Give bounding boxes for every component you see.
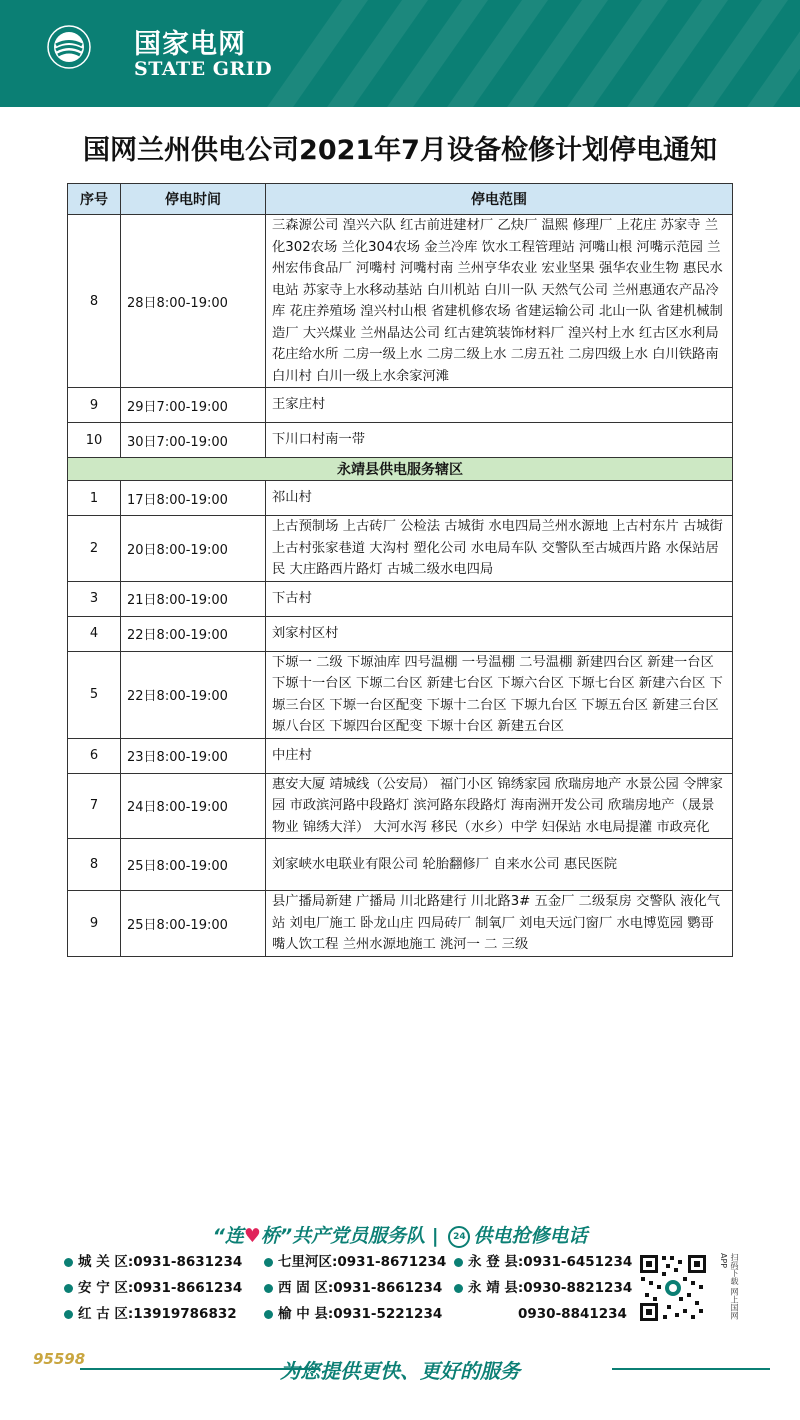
table-row xyxy=(68,388,733,423)
brand-name-cn: 国家电网 xyxy=(134,29,246,60)
table-row xyxy=(68,215,733,388)
hotline-list xyxy=(64,1253,633,1324)
table-row xyxy=(68,481,733,516)
seq-cell: 5 xyxy=(68,651,121,738)
bullet-icon xyxy=(264,1258,273,1267)
hotline-item xyxy=(454,1253,644,1272)
district-label: 红 古 区 xyxy=(78,1306,128,1322)
bullet-icon xyxy=(264,1284,273,1293)
time-cell: 23日8:00-19:00 xyxy=(121,738,266,773)
seq-cell: 9 xyxy=(68,388,121,423)
bullet-icon xyxy=(264,1310,273,1319)
table-header-row xyxy=(68,184,733,215)
seq-cell: 2 xyxy=(68,516,121,582)
heart-icon: ♥ xyxy=(243,1225,261,1247)
bullet-icon xyxy=(64,1258,73,1267)
time-cell: 22日8:00-19:00 xyxy=(121,651,266,738)
hotline-item xyxy=(454,1305,644,1324)
area-cell: 下古村 xyxy=(266,581,733,616)
time-cell: 29日7:00-19:00 xyxy=(121,388,266,423)
table-row xyxy=(68,516,733,582)
table-row xyxy=(68,616,733,651)
area-cell: 县广播局新建 广播局 川北路建行 川北路3# 五金厂 二级泵房 交警队 液化气站 刘电厂施工 卧龙山庄 四局砖厂 制氧厂 刘电天远门窗厂 水电博览园 鹦哥嘴人饮工程 兰州水源地施工 洮河一 二 三级 xyxy=(266,891,733,957)
service-slogan xyxy=(0,1221,800,1248)
slogan-divider: | xyxy=(431,1225,439,1247)
column-header-area: 停电范围 xyxy=(266,184,733,215)
seq-cell: 9 xyxy=(68,891,121,957)
district-label: 城 关 区 xyxy=(78,1254,128,1270)
seq-cell: 7 xyxy=(68,773,121,839)
time-cell: 25日8:00-19:00 xyxy=(121,839,266,891)
24-hour-badge-icon: 24 xyxy=(448,1226,470,1248)
seq-cell: 8 xyxy=(68,839,121,891)
area-cell: 祁山村 xyxy=(266,481,733,516)
section-title: 永靖县供电服务辖区 xyxy=(68,458,733,481)
brand-name-en: STATE GRID xyxy=(134,58,273,80)
bottom-slogan: 为您提供更快、更好的服务 xyxy=(280,1359,520,1383)
district-label: 榆 中 县 xyxy=(278,1306,328,1322)
slogan-part-1: “连 xyxy=(212,1225,244,1247)
slogan-part-3: 供电抢修电话 xyxy=(473,1225,588,1247)
district-label: 西 固 区 xyxy=(278,1280,328,1296)
table-row xyxy=(68,581,733,616)
page-title: 国网兰州供电公司2021年7月设备检修计划停电通知 xyxy=(83,135,717,166)
qr-code-icon[interactable] xyxy=(638,1253,708,1323)
hotline-item xyxy=(454,1279,644,1298)
phone-number: :13919786832 xyxy=(127,1306,237,1322)
state-grid-logo-icon xyxy=(46,24,92,70)
area-cell: 中庄村 xyxy=(266,738,733,773)
area-cell: 刘家峡水电联业有限公司 轮胎翻修厂 自来水公司 惠民医院 xyxy=(266,839,733,891)
hotline-item xyxy=(64,1253,264,1272)
bullet-icon xyxy=(64,1310,73,1319)
time-cell: 20日8:00-19:00 xyxy=(121,516,266,582)
table-row xyxy=(68,423,733,458)
hotline-item xyxy=(64,1279,264,1298)
bottom-banner xyxy=(0,1350,800,1390)
seq-cell: 6 xyxy=(68,738,121,773)
outage-table xyxy=(67,183,733,957)
district-label: 永 靖 县 xyxy=(468,1280,518,1296)
area-cell: 三森源公司 湟兴六队 红古前进建材厂 乙炔厂 温熙 修理厂 上花庄 苏家寺 兰化302农场 兰化304农场 金兰冷库 饮水工程管理站 河嘴山根 河嘴示范园 兰州宏伟食品厂 河嘴村 河嘴村南 兰州亨华农业 宏业坚果 强华农业生物 惠民水电站 苏家寺上水移动基站 白川机站 白川一队 天然气公司 兰州惠通农产品冷库 花庄养殖场 湟兴村山根 省建机修农场 省建运输公司 北山一队 省建机械制造厂 大兴煤业 兰州晶达公司 红古建筑装饰材料厂 湟兴村上水 红古区水利局 花庄给水所 二房一级上水 二房二级上水 二房五社 二房四级上水 白川铁路南 白川村 白川一级上水余家河滩 xyxy=(266,215,733,388)
seq-cell: 1 xyxy=(68,481,121,516)
time-cell: 25日8:00-19:00 xyxy=(121,891,266,957)
bullet-icon xyxy=(454,1284,463,1293)
table-row xyxy=(68,738,733,773)
table-row xyxy=(68,839,733,891)
area-cell: 惠安大厦 靖城线（公安局） 福门小区 锦绣家园 欣瑞房地产 水景公园 令牌家园 市政滨河路中段路灯 滨河路东段路灯 海南洲开发公司 欣瑞房地产（晟景物业 锦绣大洋） 大河水泻 移民（水乡）中学 妇保站 水电局提灌 市政亮化 xyxy=(266,773,733,839)
section-row xyxy=(68,458,733,481)
phone-number: :0930-8821234 xyxy=(517,1280,633,1296)
area-cell: 下川口村南一带 xyxy=(266,423,733,458)
time-cell: 22日8:00-19:00 xyxy=(121,616,266,651)
hotline-95598-logo: 95598 xyxy=(33,1350,86,1368)
seq-cell: 8 xyxy=(68,215,121,388)
phone-number: :0931-8661234 xyxy=(327,1280,443,1296)
phone-number: :0931-8671234 xyxy=(332,1254,447,1270)
brand-header xyxy=(0,0,800,107)
time-cell: 30日7:00-19:00 xyxy=(121,423,266,458)
area-cell: 上古预制场 上古砖厂 公检法 古城街 水电四局兰州水源地 上古村东片 古城街 上古村张家巷道 大沟村 塑化公司 水电局车队 交警队至古城西片路 水保站居民 大庄路西片路灯 古城二级水电四局 xyxy=(266,516,733,582)
district-label: 七里河区 xyxy=(278,1254,332,1270)
phone-number: :0931-5221234 xyxy=(327,1306,443,1322)
district-label: 安 宁 区 xyxy=(78,1280,128,1296)
hotline-item xyxy=(64,1305,264,1324)
time-cell: 28日8:00-19:00 xyxy=(121,215,266,388)
area-cell: 王家庄村 xyxy=(266,388,733,423)
qr-caption: 扫码下载 网上国网APP xyxy=(719,1253,739,1320)
bullet-icon xyxy=(64,1284,73,1293)
hotline-item xyxy=(264,1279,454,1298)
bullet-icon xyxy=(454,1258,463,1267)
column-header-time: 停电时间 xyxy=(121,184,266,215)
seq-cell: 10 xyxy=(68,423,121,458)
time-cell: 21日8:00-19:00 xyxy=(121,581,266,616)
phone-number: :0931-6451234 xyxy=(517,1254,633,1270)
area-cell: 刘家村区村 xyxy=(266,616,733,651)
time-cell: 17日8:00-19:00 xyxy=(121,481,266,516)
table-row xyxy=(68,651,733,738)
column-header-seq: 序号 xyxy=(68,184,121,215)
district-label: 永 登 县 xyxy=(468,1254,518,1270)
hotline-item xyxy=(264,1305,454,1324)
table-row xyxy=(68,773,733,839)
phone-number: :0931-8631234 xyxy=(127,1254,243,1270)
phone-number: :0931-8661234 xyxy=(127,1280,243,1296)
area-cell: 下塬一 二级 下塬油库 四号温棚 一号温棚 二号温棚 新建四台区 新建一台区 下塬十一台区 下塬二台区 新建七台区 下塬六台区 下塬七台区 新建六台区 下塬三台区 下塬一台区配变 下塬十二台区 下塬九台区 下塬五台区 新建三台区 塬八台区 下塬四台区配变 下塬十台区 新建五台区 xyxy=(266,651,733,738)
phone-number: 0930-8841234 xyxy=(518,1306,627,1322)
table-row xyxy=(68,891,733,957)
time-cell: 24日8:00-19:00 xyxy=(121,773,266,839)
hotline-item xyxy=(264,1253,454,1272)
seq-cell: 3 xyxy=(68,581,121,616)
seq-cell: 4 xyxy=(68,616,121,651)
slogan-part-2: 桥”共产党员服务队 xyxy=(260,1225,426,1247)
